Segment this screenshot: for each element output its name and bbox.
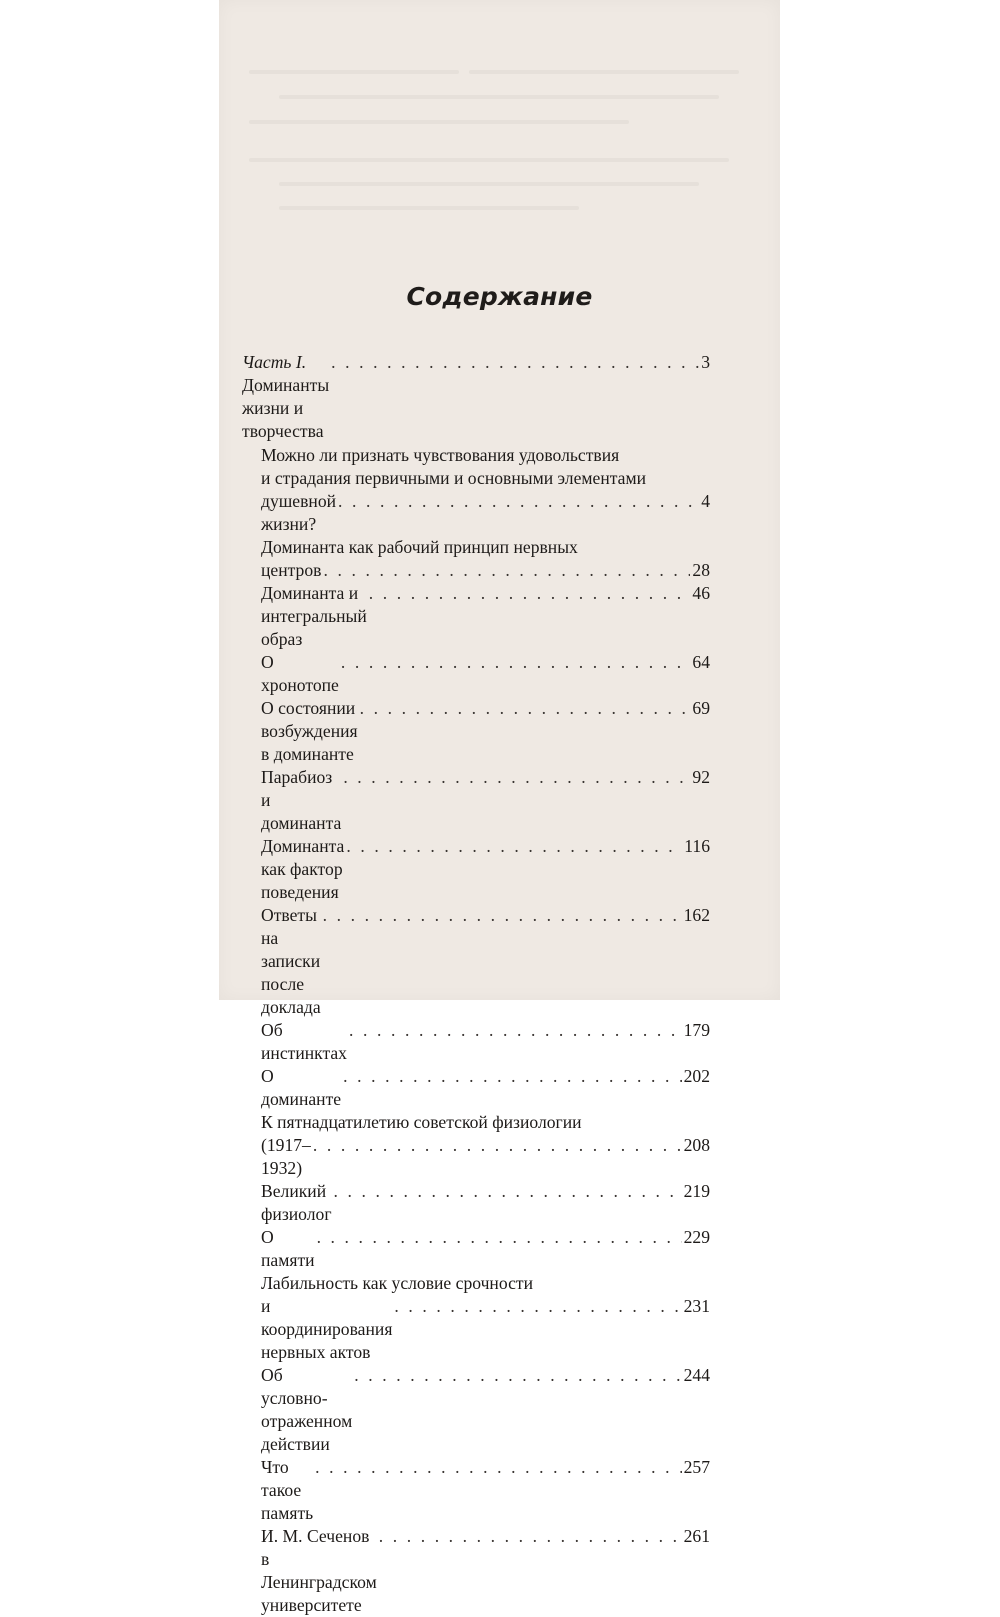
toc-page-number: 244 (683, 1365, 710, 1385)
show-through-text (219, 40, 780, 260)
toc-part-label: Часть I. (242, 352, 307, 372)
toc-entry[interactable] (242, 1111, 710, 1180)
table-of-contents (242, 351, 710, 1617)
toc-page-number: 257 (683, 1457, 710, 1477)
toc-entry-title-line: и страдания первичными и основными элементами (261, 468, 646, 488)
leader-dots (341, 651, 691, 674)
toc-entry-row (242, 1525, 710, 1617)
toc-entry-title: Великий физиолог (261, 1181, 332, 1224)
toc-entries (242, 444, 710, 1617)
toc-entry-row (242, 651, 710, 697)
toc-entry[interactable] (242, 536, 710, 582)
toc-entry[interactable] (242, 697, 710, 766)
toc-entry-title: (1917–1932) (261, 1135, 311, 1178)
toc-entry-title: Доминанта как фактор поведения (261, 836, 345, 902)
toc-entry-title: Об инстинктах (261, 1020, 347, 1063)
toc-entry-title: центров (261, 560, 322, 580)
toc-entry[interactable] (242, 582, 710, 651)
toc-page-number: 46 (692, 583, 710, 603)
toc-entry-title: и координирования нервных актов (261, 1296, 393, 1362)
toc-entry-row (242, 559, 710, 582)
leader-dots (315, 1456, 681, 1479)
toc-entry[interactable] (242, 444, 710, 536)
toc-entry-title-line: К пятнадцатилетию советской физиологии (261, 1112, 582, 1132)
toc-entry[interactable] (242, 766, 710, 835)
toc-page-number: 229 (683, 1227, 710, 1247)
toc-entry-title: О состоянии возбуждения в доминанте (261, 698, 358, 764)
leader-dots (346, 835, 682, 858)
toc-page-number: 3 (701, 352, 710, 372)
toc-entry[interactable] (242, 1019, 710, 1065)
toc-entry[interactable] (242, 904, 710, 1019)
toc-entry-row (242, 490, 710, 536)
leader-dots (313, 1134, 682, 1157)
leader-dots (369, 582, 691, 605)
leader-dots (331, 351, 699, 374)
toc-page-number: 28 (692, 560, 710, 580)
toc-entry-row (242, 766, 710, 835)
leader-dots (349, 1019, 682, 1042)
leader-dots (354, 1364, 681, 1387)
leader-dots (317, 1226, 682, 1249)
toc-page-number: 208 (683, 1135, 710, 1155)
toc-heading: Содержание (406, 282, 593, 311)
leader-dots (343, 1065, 682, 1088)
toc-page-number: 4 (701, 491, 710, 511)
toc-entry-row (242, 1180, 710, 1226)
toc-entry-row (242, 1134, 710, 1180)
toc-entry[interactable] (242, 1525, 710, 1617)
toc-entry[interactable] (242, 1180, 710, 1226)
leader-dots (379, 1525, 682, 1548)
toc-page-number: 162 (683, 905, 710, 925)
toc-page-number: 64 (692, 652, 710, 672)
toc-entry-title: О доминанте (261, 1066, 342, 1109)
toc-entry-title: Доминанта и интегральный образ (261, 583, 367, 649)
toc-page-number: 69 (692, 698, 710, 718)
leader-dots (360, 697, 691, 720)
toc-page-number: 231 (683, 1296, 710, 1316)
leader-dots (338, 490, 699, 513)
toc-page-number: 261 (683, 1526, 710, 1546)
toc-entry-row (242, 904, 710, 1019)
leader-dots (343, 766, 690, 789)
toc-entry[interactable] (242, 1226, 710, 1272)
toc-entry-title-line: Доминанта как рабочий принцип нервных (261, 537, 578, 557)
toc-part-name: Доминанты жизни и творчества (242, 375, 330, 441)
toc-entry[interactable] (242, 1364, 710, 1456)
toc-entry-row (242, 1065, 710, 1111)
toc-entry-row (242, 1226, 710, 1272)
toc-entry-title: душевной жизни? (261, 491, 337, 534)
toc-entry-title: Об условно-отраженном действии (261, 1365, 353, 1454)
toc-entry[interactable] (242, 835, 710, 904)
toc-page-number: 116 (684, 836, 710, 856)
toc-entry-row (242, 697, 710, 766)
toc-entry-row (242, 835, 710, 904)
toc-page-number: 179 (683, 1020, 710, 1040)
toc-entry-title: Парабиоз и доминанта (261, 767, 342, 833)
toc-page-number: 219 (683, 1181, 710, 1201)
toc-entry-title: О памяти (261, 1227, 315, 1270)
leader-dots (394, 1295, 681, 1318)
toc-entry-title: Что такое память (261, 1457, 314, 1523)
toc-entry[interactable] (242, 651, 710, 697)
toc-entry-row (242, 1456, 710, 1525)
toc-entry-row (242, 1295, 710, 1364)
toc-entry[interactable] (242, 1065, 710, 1111)
toc-part-entry[interactable] (242, 351, 710, 443)
toc-entry-title: О хронотопе (261, 652, 339, 695)
toc-page-number: 202 (683, 1066, 710, 1086)
toc-entry[interactable] (242, 1456, 710, 1525)
toc-entry[interactable] (242, 1272, 710, 1364)
toc-entry-title-line: Лабильность как условие срочности (261, 1273, 533, 1293)
toc-entry-row (242, 1364, 710, 1456)
toc-part-title (242, 351, 329, 443)
leader-dots (323, 904, 682, 927)
leader-dots (323, 559, 690, 582)
toc-entry-title-line: Можно ли признать чувствования удовольствия (261, 445, 620, 465)
toc-page-number: 92 (692, 767, 710, 787)
toc-entry-title: И. М. Сеченов в Ленинградском университете (261, 1526, 377, 1615)
toc-entry-title: Ответы на записки после доклада (261, 905, 321, 1017)
toc-entry-row (242, 582, 710, 651)
leader-dots (334, 1180, 682, 1203)
toc-entry-row (242, 1019, 710, 1065)
